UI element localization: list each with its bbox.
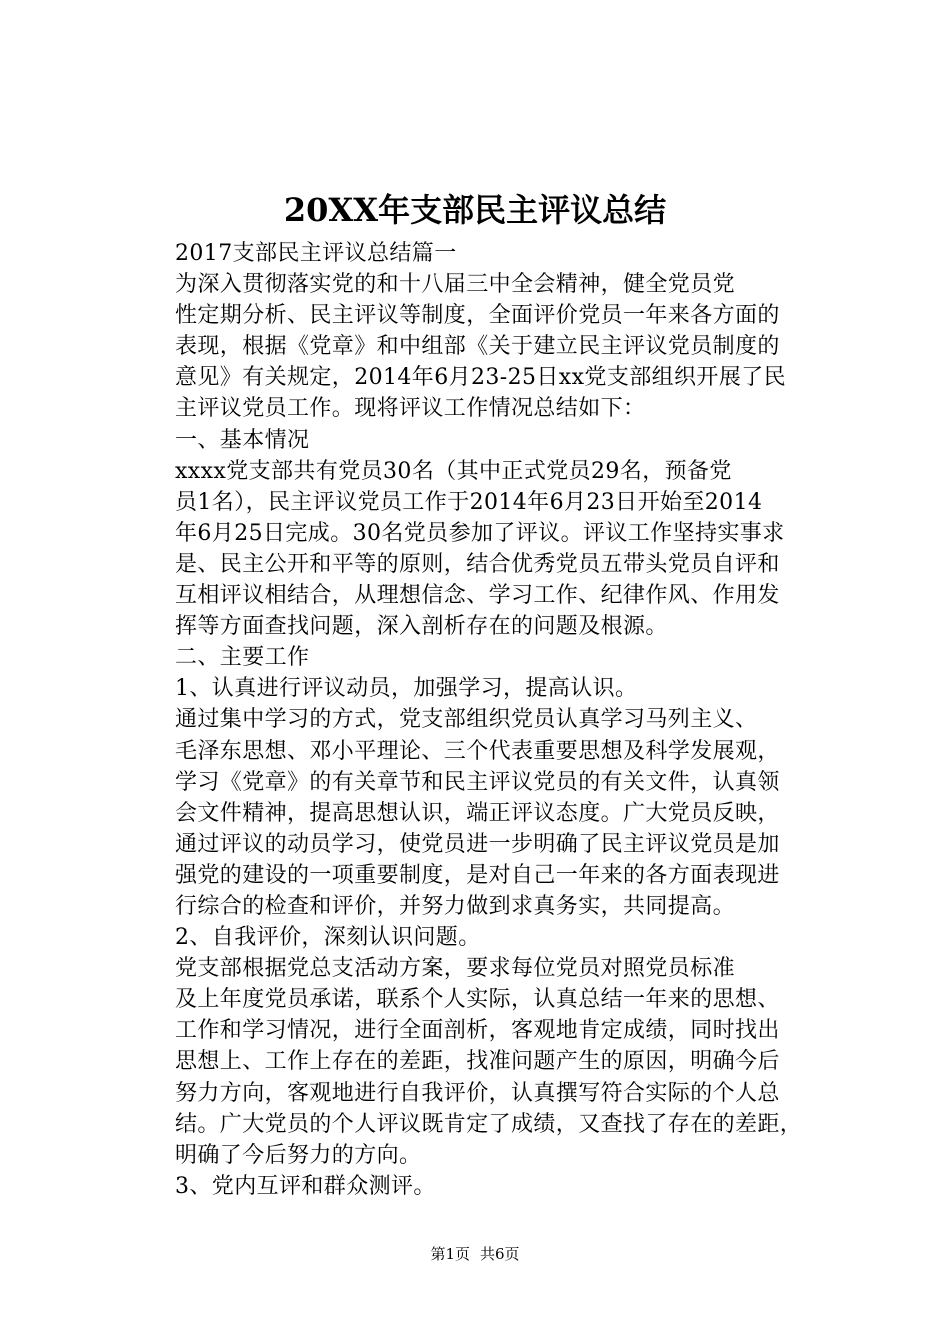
text-line: 会文件精神，提高思想认识，端正评议态度。广大党员反映，	[175, 800, 780, 826]
text-line: 工作和学习情况，进行全面剖析，客观地肯定成绩，同时找出	[175, 1018, 780, 1044]
text-line: 是、民主公开和平等的原则，结合优秀党员五带头党员自评和	[175, 551, 780, 577]
text-line: 意见》有关规定，2014年6月23-25日xx党支部组织开展了民	[175, 365, 787, 391]
text-line: 2017支部民主评议总结篇一	[175, 241, 457, 266]
body-paragraph	[131, 238, 835, 269]
text-line: 毛泽东思想、邓小平理论、三个代表重要思想及科学发展观，	[175, 738, 780, 764]
text-line: 思想上、工作上存在的差距，找准问题产生的原因，明确今后	[175, 1049, 780, 1075]
text-line: xxxx党支部共有党员30名（其中正式党员29名，预备党	[175, 458, 732, 484]
text-line: 2、自我评价，深刻认识问题。	[175, 925, 481, 951]
body-paragraph	[131, 673, 835, 704]
body-paragraph	[131, 1171, 835, 1202]
text-line: 学习《党章》的有关章节和民主评议党员的有关文件，认真领	[175, 769, 780, 795]
body-paragraph	[131, 704, 835, 922]
text-line: 通过评议的动员学习，使党员进一步明确了民主评议党员是加	[175, 831, 780, 857]
text-line: 及上年度党员承诺，联系个人实际，认真总结一年来的思想、	[175, 987, 780, 1013]
text-line: 表现，根据《党章》和中组部《关于建立民主评议党员制度的	[175, 334, 780, 360]
text-line: 二、主要工作	[175, 645, 310, 671]
body-paragraph	[131, 642, 835, 673]
text-line: 年6月25日完成。30名党员参加了评议。评议工作坚持实事求	[175, 520, 785, 546]
text-line: 明确了今后努力的方向。	[175, 1142, 422, 1168]
text-line: 员1名），民主评议党员工作于2014年6月23日开始至2014	[175, 489, 763, 515]
body-paragraph	[131, 456, 835, 643]
text-line: 挥等方面查找问题，深入剖析存在的问题及根源。	[175, 614, 668, 640]
text-line: 性定期分析、民主评议等制度，全面评价党员一年来各方面的	[175, 303, 780, 329]
text-line: 行综合的检查和评价，并努力做到求真务实，共同提高。	[175, 893, 736, 919]
text-line: 结。广大党员的个人评议既肯定了成绩，又查找了存在的差距，	[175, 1111, 803, 1137]
text-line: 为深入贯彻落实党的和十八届三中全会精神，健全党员党	[175, 272, 736, 298]
text-line: 一、基本情况	[175, 427, 310, 453]
body-paragraph	[131, 953, 835, 1171]
text-line: 主评议党员工作。现将评议工作情况总结如下：	[175, 396, 646, 422]
document-body	[131, 238, 835, 1202]
text-line: 党支部根据党总支活动方案，要求每位党员对照党员标准	[175, 956, 736, 982]
text-line: 努力方向，客观地进行自我评价，认真撰写符合实际的个人总	[175, 1080, 780, 1106]
body-paragraph	[131, 425, 835, 456]
page-number: 第1页	[430, 1245, 470, 1263]
text-line: 1、认真进行评议动员，加强学习，提高认识。	[175, 676, 638, 702]
text-line: 3、党内互评和群众测评。	[175, 1173, 436, 1199]
document-title: 20XX年支部民主评议总结	[283, 191, 667, 229]
text-line: 互相评议相结合，从理想信念、学习工作、纪律作风、作用发	[175, 583, 780, 609]
body-paragraph	[131, 922, 835, 953]
text-line: 强党的建设的一项重要制度，是对自己一年来的各方面表现进	[175, 862, 780, 888]
page-footer	[0, 1242, 950, 1266]
body-paragraph	[131, 269, 835, 424]
text-line: 通过集中学习的方式，党支部组织党员认真学习马列主义、	[175, 707, 758, 733]
page-total: 共6页	[480, 1245, 520, 1263]
